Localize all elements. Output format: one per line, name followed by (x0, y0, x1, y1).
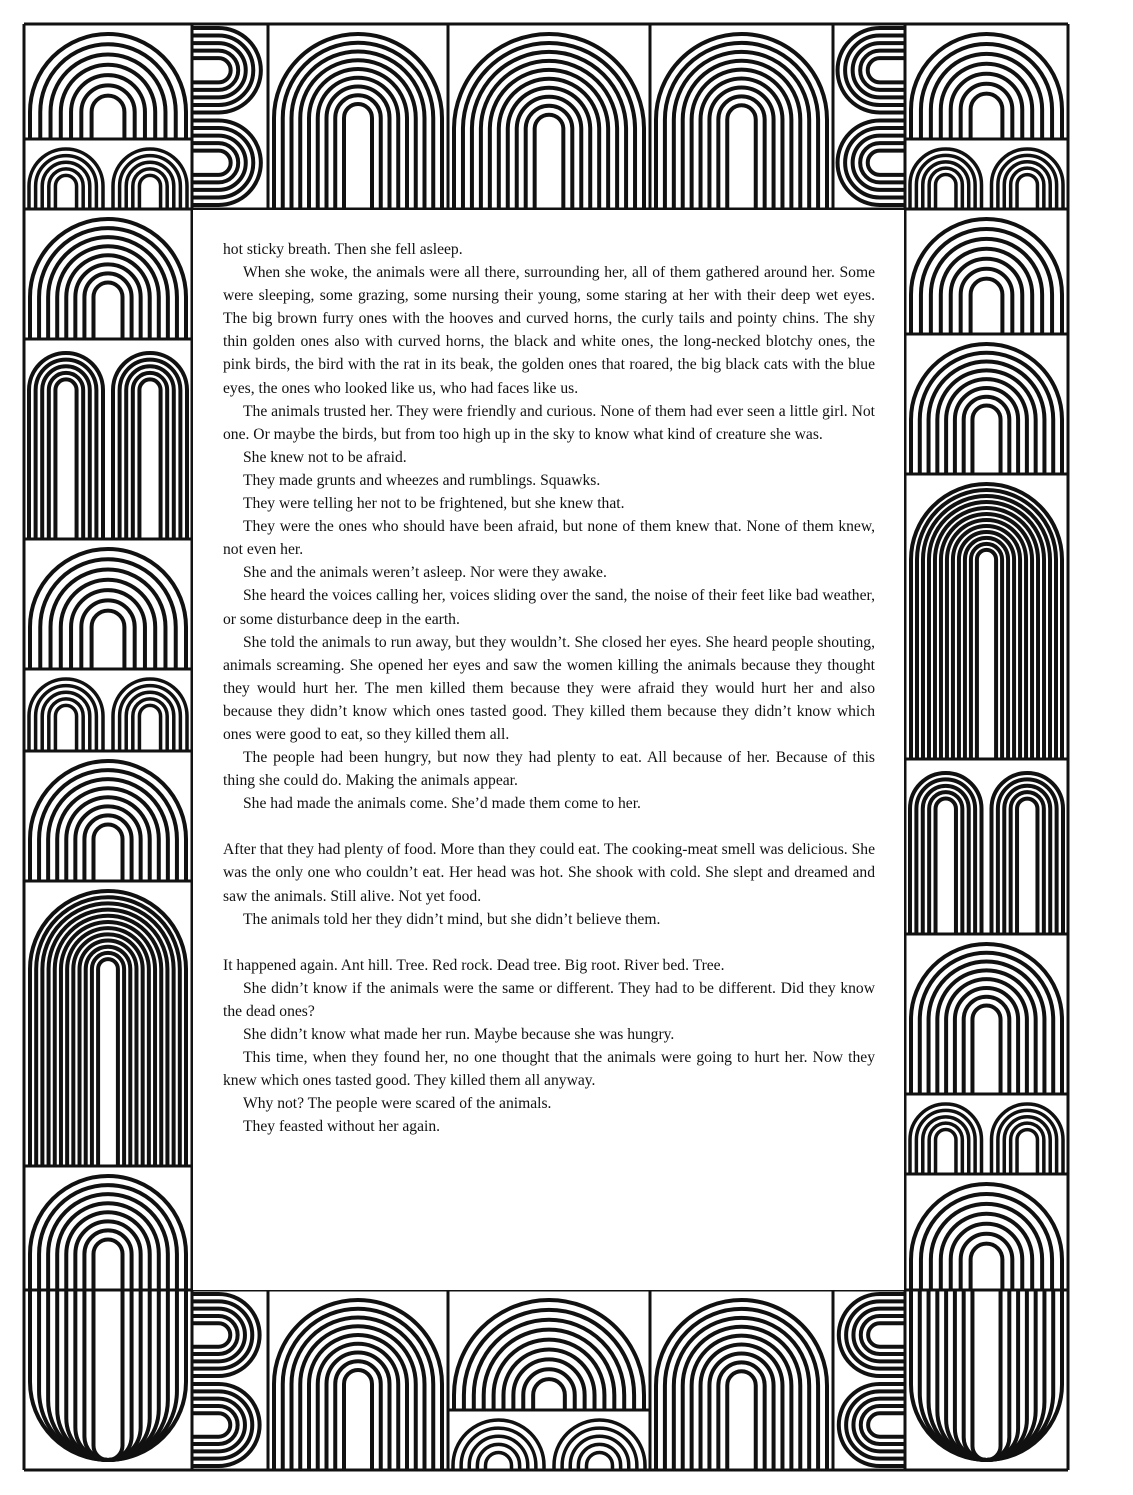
arch-tile (30, 34, 186, 143)
paragraph: She told the animals to run away, but they wouldn’t. She closed her eyes. She heard people shouting, animals screaming. She opened her eyes and saw the women killing the animals because they thought they would hurt her. The men killed them because they were afraid they would hurt her and also because they didn’t know which ones tasted good. They killed them because they didn’t know which ones were good to eat, so they killed them all. (223, 633, 875, 743)
arch-tile (911, 219, 1062, 338)
arch-tile (453, 1420, 645, 1474)
arch-tile (454, 1300, 644, 1414)
arch-tile (911, 34, 1062, 143)
paragraph: She had made the animals come. She’d made them come to her. (243, 795, 641, 813)
arch-tile (838, 28, 909, 205)
arch-tile (910, 1104, 1063, 1178)
arch-tile (30, 891, 186, 1170)
paragraph: They were the ones who should have been afraid, but none of them knew that. None of them knew, not even her. (223, 518, 875, 559)
paragraph: She didn’t know if the animals were the same or different. They had to be different. Did they know the dead ones? (223, 979, 875, 1020)
arch-tile (911, 344, 1062, 478)
paragraph: Why not? The people were scared of the animals. (243, 1095, 552, 1113)
arch-tile (188, 28, 261, 205)
arch-tile (29, 353, 187, 543)
paragraph: The animals trusted her. They were friendly and curious. None of them had ever seen a little girl. Not one. Or maybe the birds, but from too high up in the sky to know what kind of creature she was. (223, 402, 875, 443)
arch-tile (839, 1294, 909, 1466)
paragraph: It happened again. Ant hill. Tree. Red rock. Dead tree. Big root. River bed. Tree. (223, 956, 725, 974)
paragraph: After that they had plenty of food. More than they could eat. The cooking-meat smell was delicious. She was the only one who couldn’t eat. Her head was hot. She shook with cold. She slept and dreamed and saw the animals. Still alive. Not yet food. (223, 841, 875, 905)
paragraph: This time, when they found her, no one thought that the animals were going to hurt her. Now they knew which ones tasted good. They killed them all anyway. (223, 1049, 875, 1090)
paragraph: hot sticky breath. Then she fell asleep. (223, 241, 463, 258)
arch-tile (910, 149, 1063, 213)
arch-tile (30, 549, 186, 673)
paragraph: They made grunts and wheezes and rumblings. Squawks. (243, 471, 601, 489)
arch-tile (454, 34, 644, 213)
arch-tile (30, 219, 186, 343)
arch-tile (274, 34, 442, 213)
paragraph: The animals told her they didn’t mind, but she didn’t believe them. (243, 910, 661, 928)
paragraph: She knew not to be afraid. (243, 448, 407, 466)
arch-tile (911, 1184, 1062, 1294)
paragraph: She didn’t know what made her run. Maybe because she was hungry. (243, 1026, 675, 1043)
paragraph: They feasted without her again. (243, 1118, 441, 1136)
paragraph: They were telling her not to be frightened, but she knew that. (243, 495, 625, 513)
arch-tile (30, 761, 186, 885)
paragraph: The people had been hungry, but now they had plenty to eat. All because of her. Because of this thing she could do. Making the animals appear. (223, 749, 875, 790)
arch-tile (274, 1300, 442, 1474)
arch-tile (656, 34, 827, 213)
story-text (223, 238, 875, 1138)
arch-tile (910, 773, 1063, 938)
arch-tile (911, 944, 1062, 1098)
arch-tile (29, 679, 187, 755)
arch-tile (29, 149, 187, 213)
arch-tile (30, 1286, 186, 1460)
arch-tile (30, 1176, 186, 1294)
paragraph: When she woke, the animals were all there, surrounding her, all of them gathered around her. Some were sleeping, some grazing, some nursing their young, some staring at her with their deep wet eyes. The big brown furry ones with the hooves and curved horns, the curly tails and pointy chins. The shy thin golden ones also with curved horns, the black and white ones, the long-necked blotchy ones, the pink birds, the bird with the rat in its beak, the golden ones that roared, the big black cats with the blue eyes, the ones who looked like us, who had faces like us. (223, 264, 875, 397)
arch-tile (911, 1286, 1062, 1460)
paragraph: She and the animals weren’t asleep. Nor were they awake. (243, 564, 607, 582)
arch-tile (911, 484, 1062, 763)
paragraph: She heard the voices calling her, voices sliding over the sand, the noise of their feet like bad weather, or some disturbance deep in the earth. (223, 587, 875, 628)
arch-tile (656, 1300, 827, 1474)
arch-tile (188, 1294, 260, 1466)
